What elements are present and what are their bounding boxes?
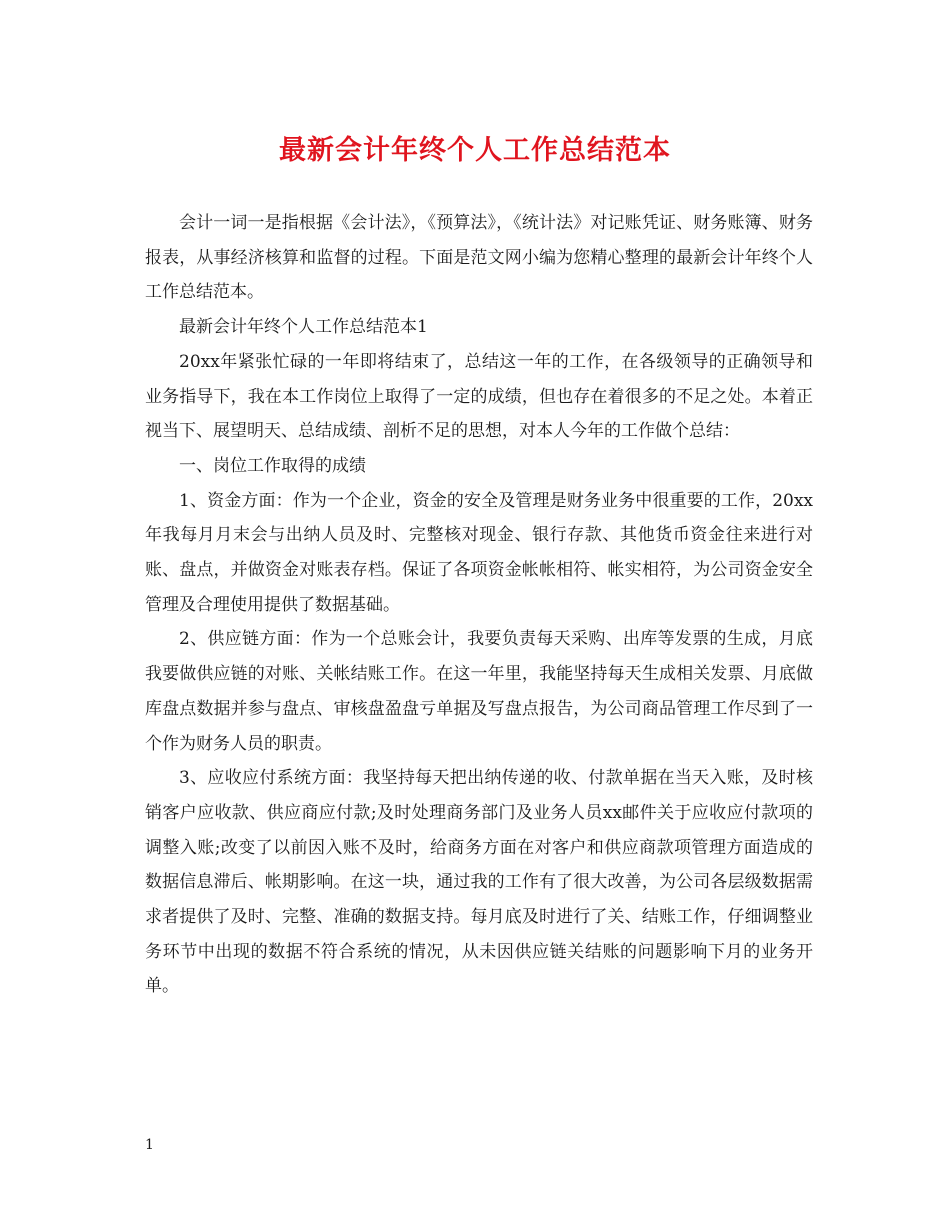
section-heading-sample-1: 最新会计年终个人工作总结范本1: [179, 317, 428, 338]
supply-chain-paragraph: 2、供应链方面：作为一个总账会计，我要负责每天采购、出库等发票的生成，月底我要做供应链的对账、关帐结账工作。在这一年里，我能坚持每天生成相关发票、月底做库盘点数据并参与盘点、审核盘盈盘亏单据及写盘点报告，为公司商品管理工作尽到了一个作为财务人员的职责。: [145, 629, 813, 754]
summary-paragraph: 20xx年紧张忙碌的一年即将结束了，总结这一年的工作，在各级领导的正确领导和业务指导下，我在本工作岗位上取得了一定的成绩，但也存在着很多的不足之处。本着正视当下、展望明天、总结成绩、剖析不足的思想，对本人今年的工作做个总结：: [145, 351, 813, 442]
document-title: 最新会计年终个人工作总结范本: [279, 135, 671, 166]
funds-paragraph: 1、资金方面：作为一个企业，资金的安全及管理是财务业务中很重要的工作，20xx年我每月月末会与出纳人员及时、完整核对现金、银行存款、其他货币资金往来进行对账、盘点，并做资金对账表存档。保证了各项资金帐帐相符、帐实相符，为公司资金安全管理及合理使用提供了数据基础。: [145, 490, 813, 615]
receivables-payables-paragraph: 3、应收应付系统方面：我坚持每天把出纳传递的收、付款单据在当天入账，及时核销客户应收款、供应商应付款;及时处理商务部门及业务人员xx邮件关于应收应付款项的调整入账;改变了以前因入账不及时，给商务方面在对客户和供应商款项管理方面造成的数据信息滞后、帐期影响。在这一块，通过我的工作有了很大改善，为公司各层级数据需求者提供了及时、完整、准确的数据支持。每月底及时进行了关、结账工作，仔细调整业务环节中出现的数据不符合系统的情况，从未因供应链关结账的问题影响下月的业务开单。: [145, 768, 813, 997]
intro-paragraph: 会计一词一是指根据《会计法》，《预算法》，《统计法》对记账凭证、财务账簿、财务报表，从事经济核算和监督的过程。下面是范文网小编为您精心整理的最新会计年终个人工作总结范本。: [145, 213, 813, 303]
document-body: [145, 206, 813, 1004]
section-heading-achievements: 一、岗位工作取得的成绩: [179, 455, 366, 476]
page-number: 1: [145, 1137, 154, 1153]
